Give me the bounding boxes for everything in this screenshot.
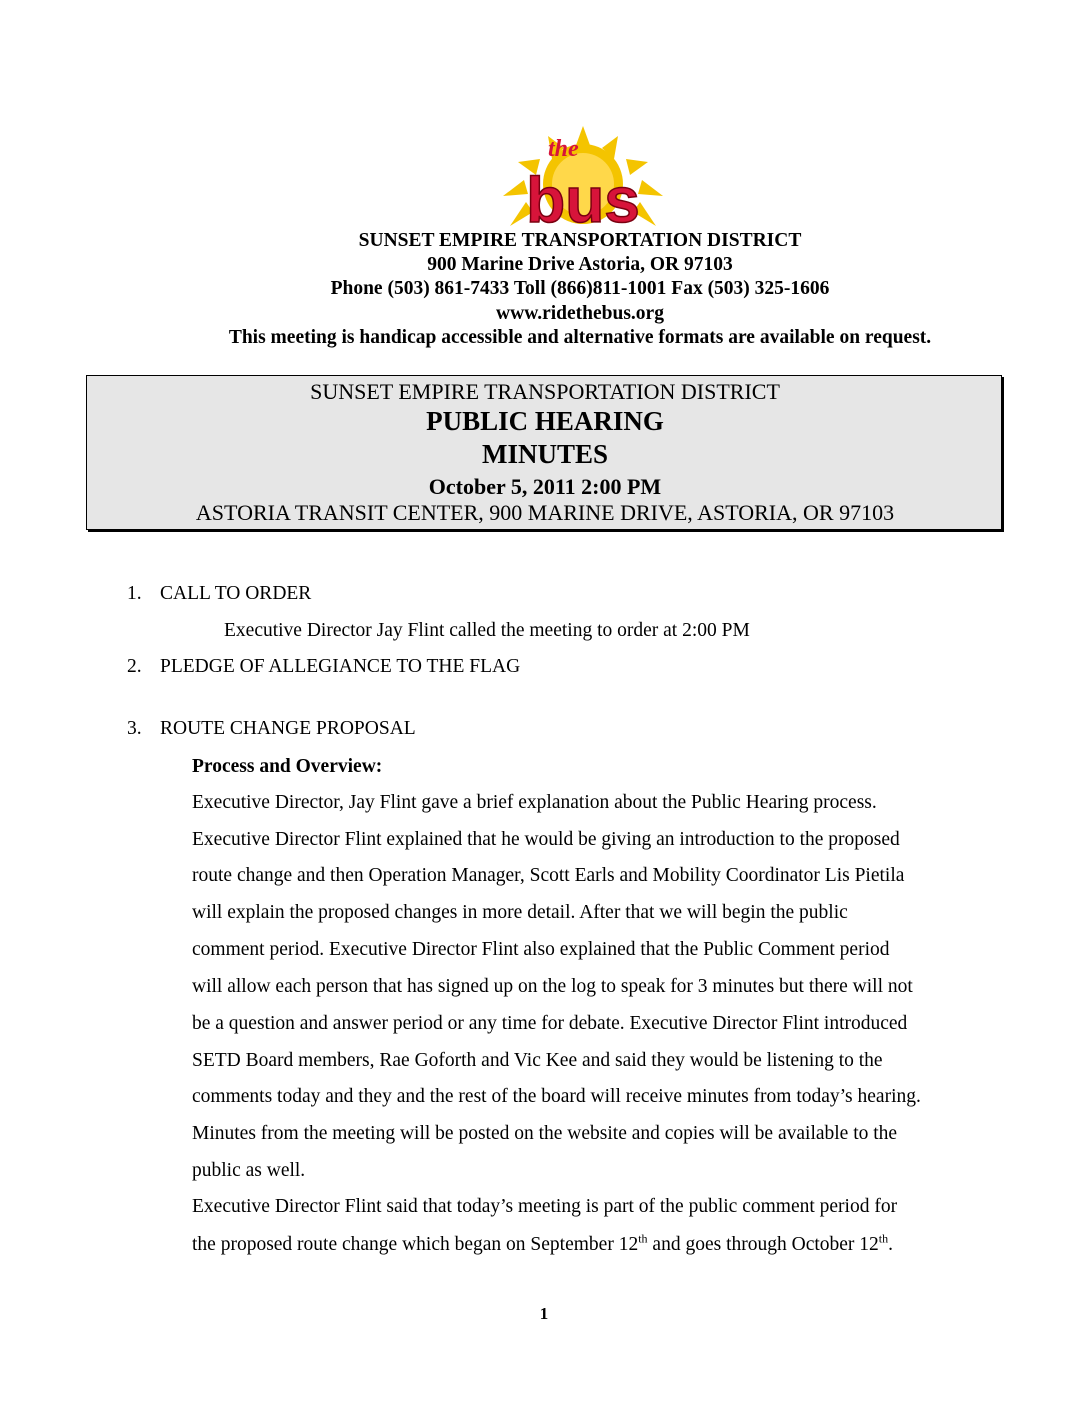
call-to-order-text: Executive Director Jay Flint called the meeting to order at 2:00 PM xyxy=(224,620,750,641)
title-org: SUNSET EMPIRE TRANSPORTATION DISTRICT xyxy=(310,379,780,404)
title-box xyxy=(86,375,1002,530)
agenda-title: PLEDGE OF ALLEGIANCE TO THE FLAG xyxy=(160,656,521,677)
paragraph-line: comment period. Executive Director Flint also explained that the Public Comment period xyxy=(192,939,890,960)
agenda-title: CALL TO ORDER xyxy=(160,583,312,604)
header-address: 900 Marine Drive Astoria, OR 97103 xyxy=(427,254,733,275)
paragraph-line: comments today and they and the rest of the board will receive minutes from today’s hearing. xyxy=(192,1086,921,1107)
logo-the-text: the xyxy=(548,136,579,162)
process-overview-heading: Process and Overview: xyxy=(192,756,383,777)
agenda-number: 2. xyxy=(127,656,142,677)
logo-bus-text: bus xyxy=(526,164,640,230)
paragraph-line: Minutes from the meeting will be posted on the website and copies will be available to the xyxy=(192,1123,898,1144)
paragraph-line: route change and then Operation Manager, Scott Earls and Mobility Coordinator Lis Pietila xyxy=(192,865,905,886)
paragraph-line: be a question and answer period or any time for debate. Executive Director Flint introduced xyxy=(192,1013,908,1034)
title-datetime: October 5, 2011 2:00 PM xyxy=(428,474,662,499)
header-website[interactable]: www.ridethebus.org xyxy=(496,303,664,324)
header-phone: Phone (503) 861-7433 Toll (866)811-1001 Fax (503) 325-1606 xyxy=(330,278,830,299)
paragraph-line: SETD Board members, Rae Goforth and Vic Kee and said they would be listening to the xyxy=(192,1050,883,1071)
paragraph-last-line xyxy=(192,1233,893,1257)
agenda-number: 1. xyxy=(127,583,142,604)
last-line-part1: the proposed route change which began on September 12 xyxy=(192,1234,639,1255)
title-public-hearing: PUBLIC HEARING xyxy=(426,406,664,436)
ordinal-superscript: th xyxy=(638,1231,648,1246)
page-number: 1 xyxy=(539,1304,549,1323)
title-location: ASTORIA TRANSIT CENTER, 900 MARINE DRIVE, ASTORIA, OR 97103 xyxy=(195,500,895,525)
ordinal-superscript: th xyxy=(878,1231,889,1246)
header-org: SUNSET EMPIRE TRANSPORTATION DISTRICT xyxy=(358,230,802,251)
agenda-number: 3. xyxy=(127,718,142,739)
paragraph-line: Executive Director Flint explained that he would be giving an introduction to the proposed xyxy=(192,829,900,850)
paragraph-line: will allow each person that has signed up on the log to speak for 3 minutes but there will not xyxy=(192,976,913,997)
paragraph-line: public as well. xyxy=(192,1160,306,1181)
last-line-part2: and goes through October 12 xyxy=(647,1234,879,1255)
paragraph-line: will explain the proposed changes in more detail. After that we will begin the public xyxy=(192,902,848,923)
agenda-title: ROUTE CHANGE PROPOSAL xyxy=(160,718,416,739)
the-bus-logo xyxy=(488,126,678,230)
header-accessibility: This meeting is handicap accessible and alternative formats are available on request. xyxy=(228,327,932,348)
last-line-part3: . xyxy=(888,1234,894,1255)
paragraph-line: Executive Director Flint said that today’s meeting is part of the public comment period for xyxy=(192,1196,898,1217)
paragraph-line: Executive Director, Jay Flint gave a brief explanation about the Public Hearing process. xyxy=(192,792,877,813)
title-minutes: MINUTES xyxy=(481,439,609,469)
